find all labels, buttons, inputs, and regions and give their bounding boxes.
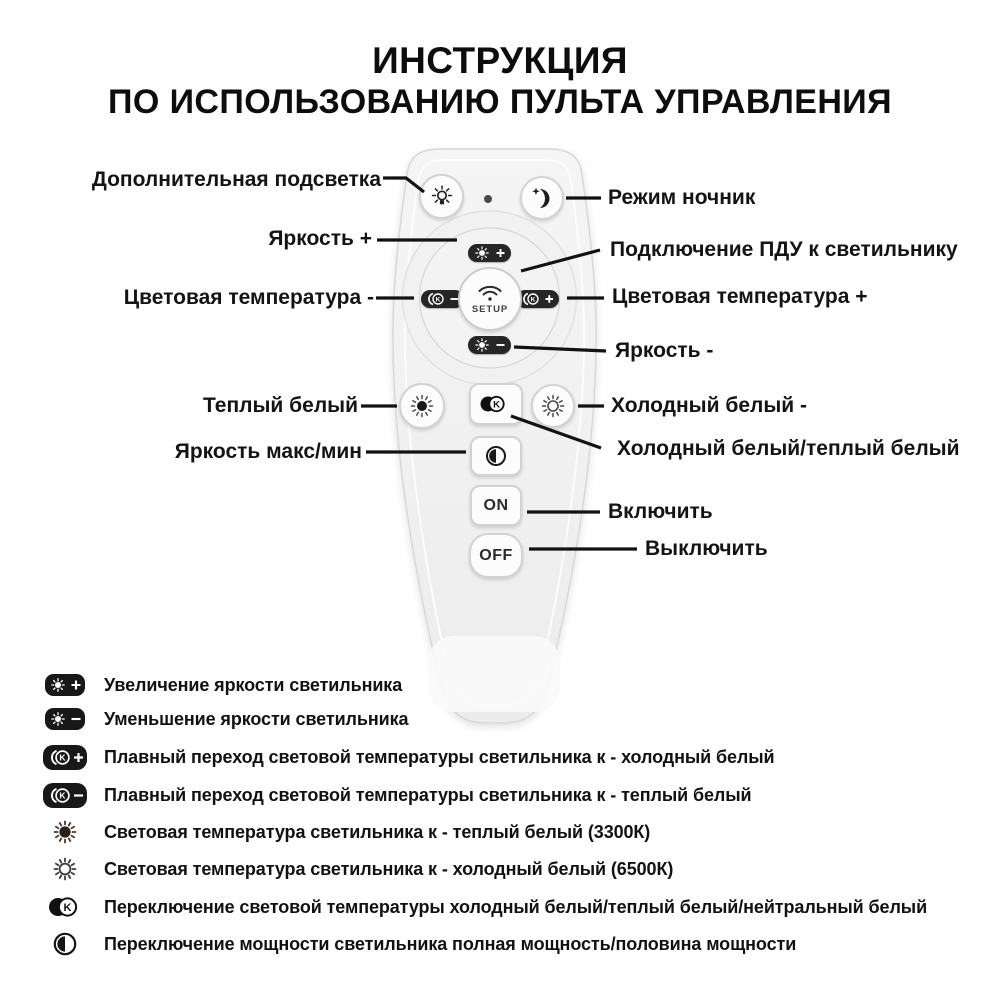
line-color-temp-toggle <box>511 416 601 448</box>
legend-text: Световая температура светильника к - теплый белый (3300К) <box>104 822 651 842</box>
legend-row <box>0 778 1000 812</box>
color-temp-minus-pill-icon <box>38 778 92 812</box>
legend-row <box>0 668 1000 702</box>
callout-cold-white: Холодный белый - <box>611 394 808 417</box>
color-temp-plus-pill-icon <box>38 740 92 774</box>
legend-row <box>0 852 1000 886</box>
setup-label: SETUP <box>471 304 509 315</box>
callout-brightness-minus: Яркость - <box>615 339 714 362</box>
legend-row <box>0 890 1000 924</box>
svg-text:K: K <box>63 901 72 914</box>
line-additional-light <box>383 178 424 192</box>
callout-setup: Подключение ПДУ к светильнику <box>610 238 958 261</box>
legend-text: Уменьшение яркости светильника <box>104 709 409 729</box>
callout-brightness-maxmin: Яркость макс/мин <box>174 440 362 463</box>
legend-row <box>0 740 1000 774</box>
svg-text:K: K <box>435 296 441 304</box>
line-setup <box>521 250 600 271</box>
legend-text: Увеличение яркости светильника <box>104 675 403 695</box>
svg-text:K: K <box>493 399 500 411</box>
legend-row <box>0 702 1000 736</box>
title-line-2: ПО ИСПОЛЬЗОВАНИЮ ПУЛЬТА УПРАВЛЕНИЯ <box>108 83 892 121</box>
on-label: ON <box>483 496 509 514</box>
legend-text: Световая температура светильника к - холодный белый (6500К) <box>104 859 674 879</box>
svg-text:K: K <box>59 789 66 800</box>
callout-warm-white: Теплый белый <box>203 394 358 417</box>
brightness-minus-pill-icon <box>38 702 92 736</box>
callout-color-temp-toggle: Холодный белый/теплый белый <box>617 437 960 460</box>
cold-white-sun-icon <box>38 852 92 886</box>
callout-night-mode: Режим ночник <box>608 186 756 209</box>
svg-text:K: K <box>530 296 536 304</box>
callout-additional-light: Дополнительная подсветка <box>91 168 381 191</box>
callout-color-temp-plus: Цветовая температура + <box>612 285 868 308</box>
power-toggle-icon <box>38 927 92 961</box>
svg-text:K: K <box>59 751 66 762</box>
callout-color-temp-minus: Цветовая температура - <box>123 286 374 309</box>
line-brightness-minus <box>514 347 606 351</box>
legend-text: Плавный переход световой температуры светильника к - холодный белый <box>104 747 775 767</box>
off-label: OFF <box>479 546 513 564</box>
color-temp-toggle-icon <box>38 890 92 924</box>
legend-row <box>0 927 1000 961</box>
legend-text: Переключение световой температуры холодный белый/теплый белый/нейтральный белый <box>104 897 928 917</box>
legend-text: Переключение мощности светильника полная мощность/половина мощности <box>104 934 797 954</box>
warm-white-sun-icon <box>38 815 92 849</box>
brightness-plus-pill-icon <box>38 668 92 702</box>
callout-brightness-plus: Яркость + <box>268 227 372 250</box>
callout-on: Включить <box>608 500 713 523</box>
callout-off: Выключить <box>645 537 768 560</box>
legend-row <box>0 815 1000 849</box>
title-line-1: ИНСТРУКЦИЯ <box>372 40 628 81</box>
legend-text: Плавный переход световой температуры светильника к - теплый белый <box>104 785 752 805</box>
